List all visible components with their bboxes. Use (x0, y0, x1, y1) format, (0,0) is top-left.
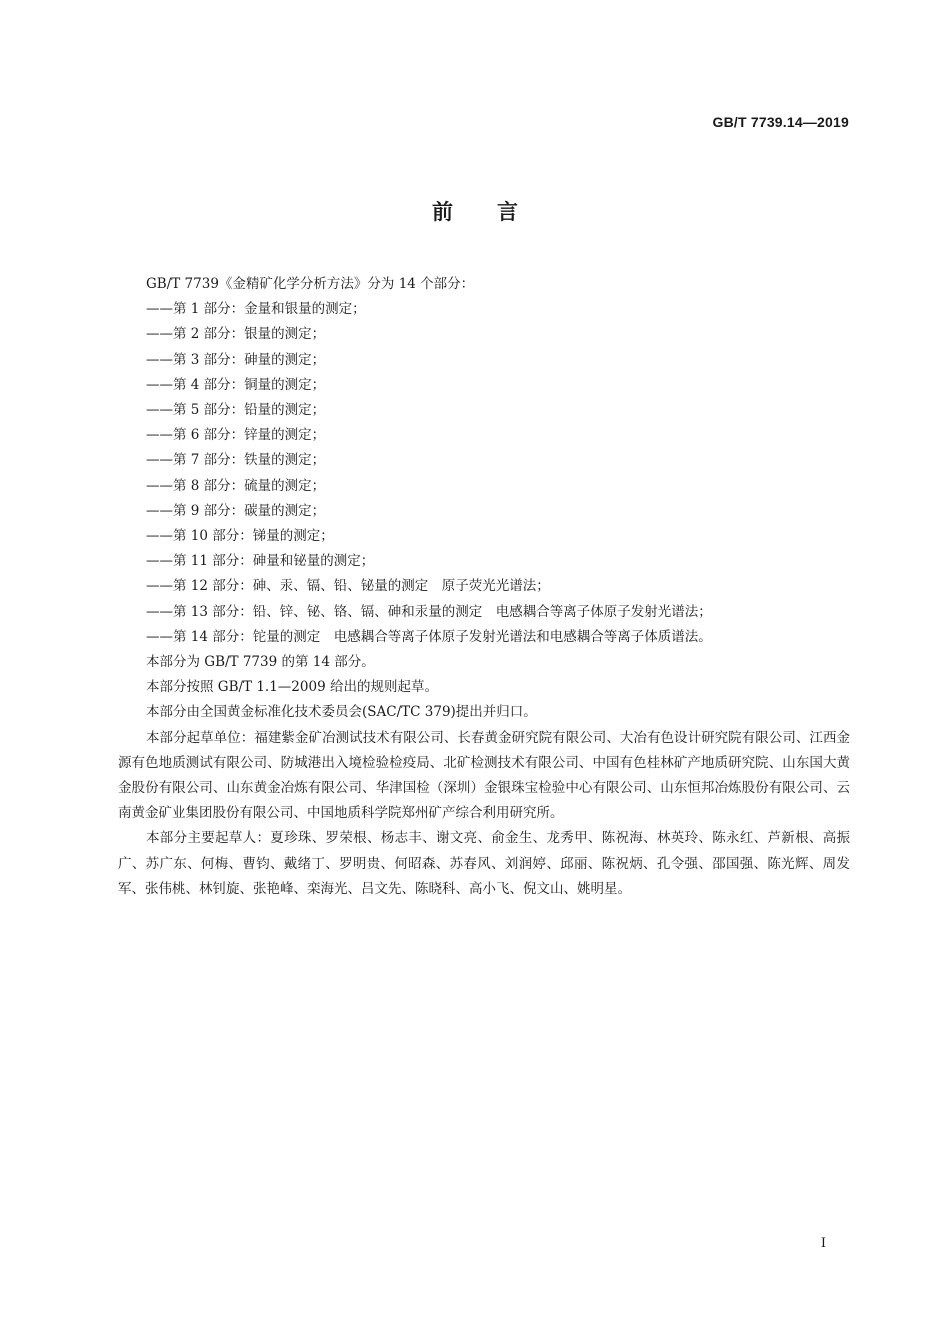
part-item: ——第 3 部分：砷量的测定； (146, 351, 326, 368)
foreword-body (118, 272, 850, 902)
part-item: ——第 9 部分：碳量的测定； (146, 502, 326, 519)
drafters-paragraph: 本部分主要起草人：夏珍珠、罗荣根、杨志丰、谢文亮、俞金生、龙秀甲、陈祝海、林英玲、陈永红、芦新根、高振广、苏广东、何梅、曹钧、戴绪丁、罗明贵、何昭森、苏春风、刘润婷、邱丽、陈祝炳、孔令强、邵国强、陈光辉、周发军、张伟桃、林钊旋、张艳峰、栾海光、吕文先、陈晓科、高小飞、倪文山、姚明星。 (118, 830, 850, 897)
part-item: ——第 13 部分：铅、锌、铋、铬、镉、砷和汞量的测定 电感耦合等离子体原子发射光谱法； (146, 603, 712, 620)
statement-line: 本部分为 GB/T 7739 的第 14 部分。 (146, 654, 375, 671)
standard-code: GB/T 7739.14—2019 (712, 114, 849, 130)
part-item: ——第 2 部分：银量的测定； (146, 326, 326, 343)
drafting-units-paragraph: 本部分起草单位：福建紫金矿冶测试技术有限公司、长春黄金研究院有限公司、大冶有色设计研究院有限公司、江西金源有色地质测试有限公司、防城港出入境检验检疫局、北矿检测技术有限公司、中国有色桂林矿产地质研究院、山东国大黄金股份有限公司、山东黄金冶炼有限公司、华津国检（深圳）金银珠宝检验中心有限公司、山东恒邦冶炼股份有限公司、云南黄金矿业集团股份有限公司、中国地质科学院郑州矿产综合利用研究所。 (118, 729, 850, 822)
page-number: I (820, 1236, 826, 1251)
part-item: ——第 7 部分：铁量的测定； (146, 452, 326, 469)
statement-line: 本部分按照 GB/T 1.1—2009 给出的规则起草。 (146, 679, 438, 696)
part-item: ——第 5 部分：铅量的测定； (146, 402, 326, 419)
page-title: 前言 (432, 200, 562, 224)
part-item: ——第 11 部分：砷量和铋量的测定； (146, 553, 375, 570)
part-item: ——第 14 部分：铊量的测定 电感耦合等离子体原子发射光谱法和电感耦合等离子体质谱法。 (146, 628, 712, 645)
intro-line: GB/T 7739《金精矿化学分析方法》分为 14 个部分： (146, 276, 475, 292)
part-item: ——第 8 部分：硫量的测定； (146, 477, 326, 494)
statement-line: 本部分由全国黄金标准化技术委员会(SAC/TC 379)提出并归口。 (146, 704, 537, 721)
part-item: ——第 6 部分：锌量的测定； (146, 427, 326, 444)
part-item: ——第 4 部分：铜量的测定； (146, 376, 326, 393)
part-item: ——第 12 部分：砷、汞、镉、铅、铋量的测定 原子荧光光谱法； (146, 578, 550, 595)
part-item: ——第 1 部分：金量和银量的测定； (146, 301, 366, 318)
part-item: ——第 10 部分：锑量的测定； (146, 528, 334, 545)
